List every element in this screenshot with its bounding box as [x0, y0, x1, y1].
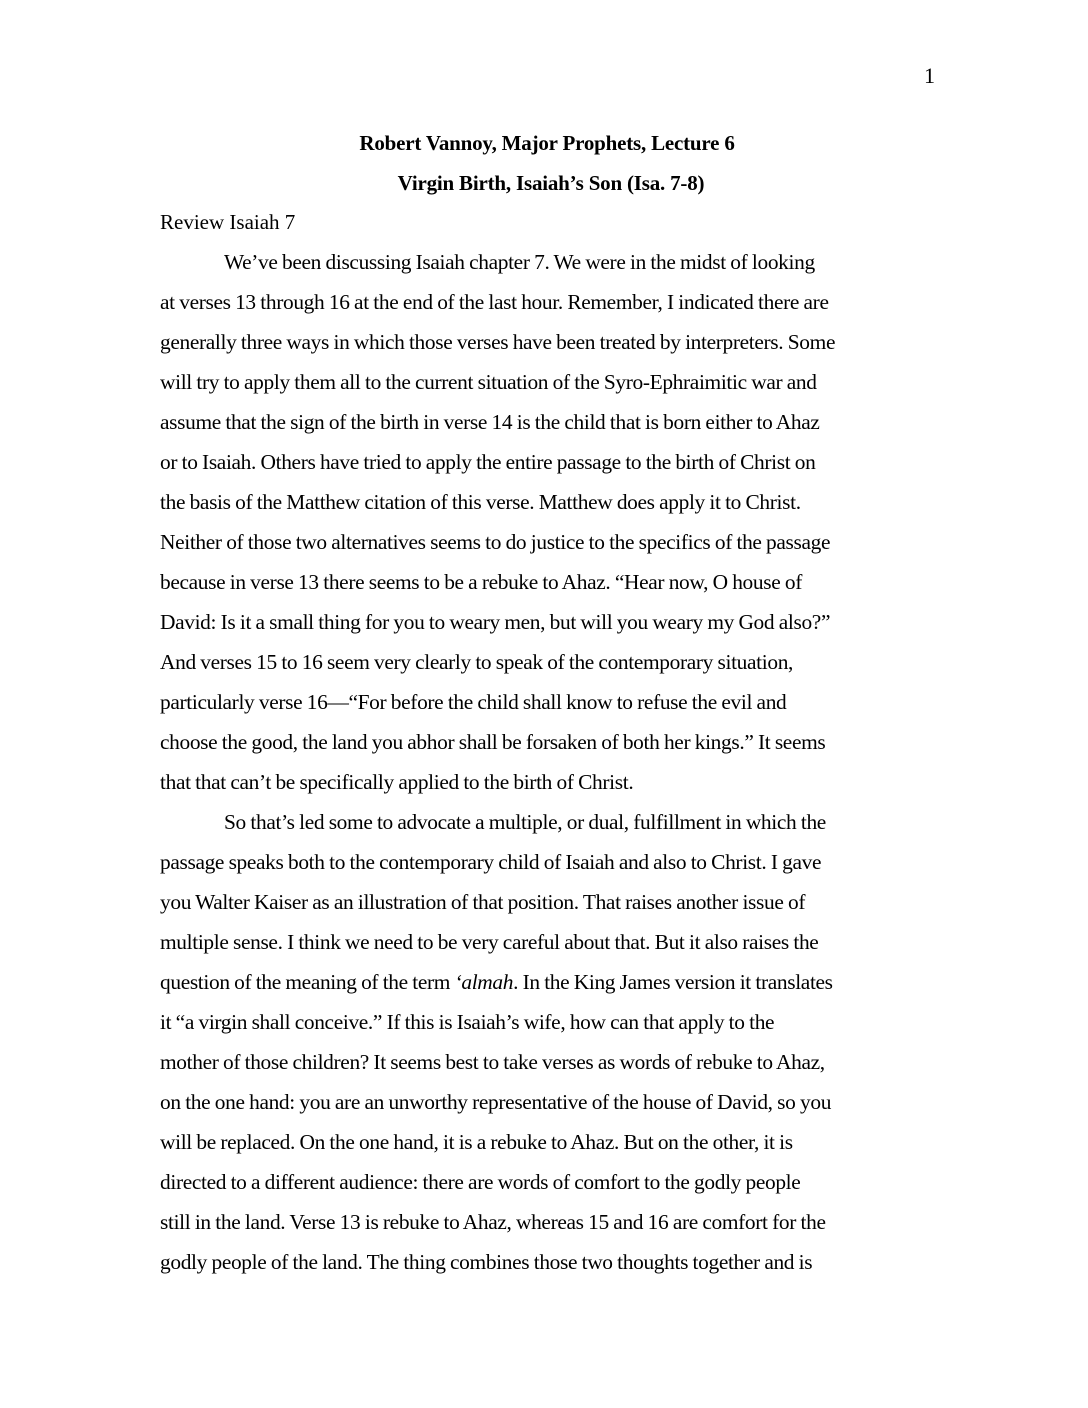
paragraph-line: passage speaks both to the contemporary child of Isaiah and also to Christ. I gave	[160, 850, 822, 874]
line-text: . In the King James version it translates	[513, 970, 833, 994]
document-subtitle: Virgin Birth, Isaiah’s Son (Isa. 7-8)	[397, 171, 705, 195]
paragraph-line: you Walter Kaiser as an illustration of that position. That raises another issue of	[160, 890, 806, 914]
paragraph-line: mother of those children? It seems best to take verses as words of rebuke to Ahaz,	[160, 1050, 825, 1074]
body-text	[160, 248, 930, 1288]
paragraph-line: So that’s led some to advocate a multiple, or dual, fulfillment in which the	[224, 810, 826, 834]
paragraph-line: at verses 13 through 16 at the end of the last hour. Remember, I indicated there are	[160, 290, 829, 314]
paragraph-line: particularly verse 16—“For before the child shall know to refuse the evil and	[160, 690, 787, 714]
paragraph-line: And verses 15 to 16 seem very clearly to speak of the contemporary situation,	[160, 650, 794, 674]
document-title: Robert Vannoy, Major Prophets, Lecture 6	[359, 131, 735, 155]
paragraph-line: David: Is it a small thing for you to weary men, but will you weary my God also?”	[160, 610, 831, 634]
paragraph-line: directed to a different audience: there are words of comfort to the godly people	[160, 1170, 801, 1194]
paragraph-line: We’ve been discussing Isaiah chapter 7. We were in the midst of looking	[224, 250, 815, 274]
paragraph-line: because in verse 13 there seems to be a rebuke to Ahaz. “Hear now, O house of	[160, 570, 802, 594]
paragraph-line: on the one hand: you are an unworthy representative of the house of David, so you	[160, 1090, 832, 1114]
paragraph-line: still in the land. Verse 13 is rebuke to Ahaz, whereas 15 and 16 are comfort for the	[160, 1210, 826, 1234]
paragraph-line: or to Isaiah. Others have tried to apply the entire passage to the birth of Christ on	[160, 450, 816, 474]
paragraph-line: Neither of those two alternatives seems to do justice to the specifics of the passage	[160, 530, 831, 554]
paragraph-line	[160, 968, 930, 1008]
line-text: question of the meaning of the term	[160, 970, 455, 994]
page-number: 1	[924, 63, 935, 88]
paragraph-line: godly people of the land. The thing combines those two thoughts together and is	[160, 1250, 813, 1274]
paragraph-line: the basis of the Matthew citation of this verse. Matthew does apply it to Christ.	[160, 490, 801, 514]
paragraph-line: assume that the sign of the birth in verse 14 is the child that is born either to Ahaz	[160, 410, 820, 434]
paragraph-line: will try to apply them all to the current situation of the Syro-Ephraimitic war and	[160, 370, 817, 394]
paragraph-line: choose the good, the land you abhor shall be forsaken of both her kings.” It seems	[160, 730, 826, 754]
paragraph-line: multiple sense. I think we need to be very careful about that. But it also raises the	[160, 930, 819, 954]
paragraph-line: it “a virgin shall conceive.” If this is Isaiah’s wife, how can that apply to the	[160, 1010, 775, 1034]
paragraph-line: will be replaced. On the one hand, it is a rebuke to Ahaz. But on the other, it is	[160, 1130, 793, 1154]
paragraph-line: that that can’t be specifically applied to the birth of Christ.	[160, 770, 634, 794]
italic-term-almah: ‘almah	[454, 970, 514, 994]
paragraph-line: generally three ways in which those verses have been treated by interpreters. Some	[160, 330, 836, 354]
section-heading: Review Isaiah 7	[160, 210, 296, 234]
